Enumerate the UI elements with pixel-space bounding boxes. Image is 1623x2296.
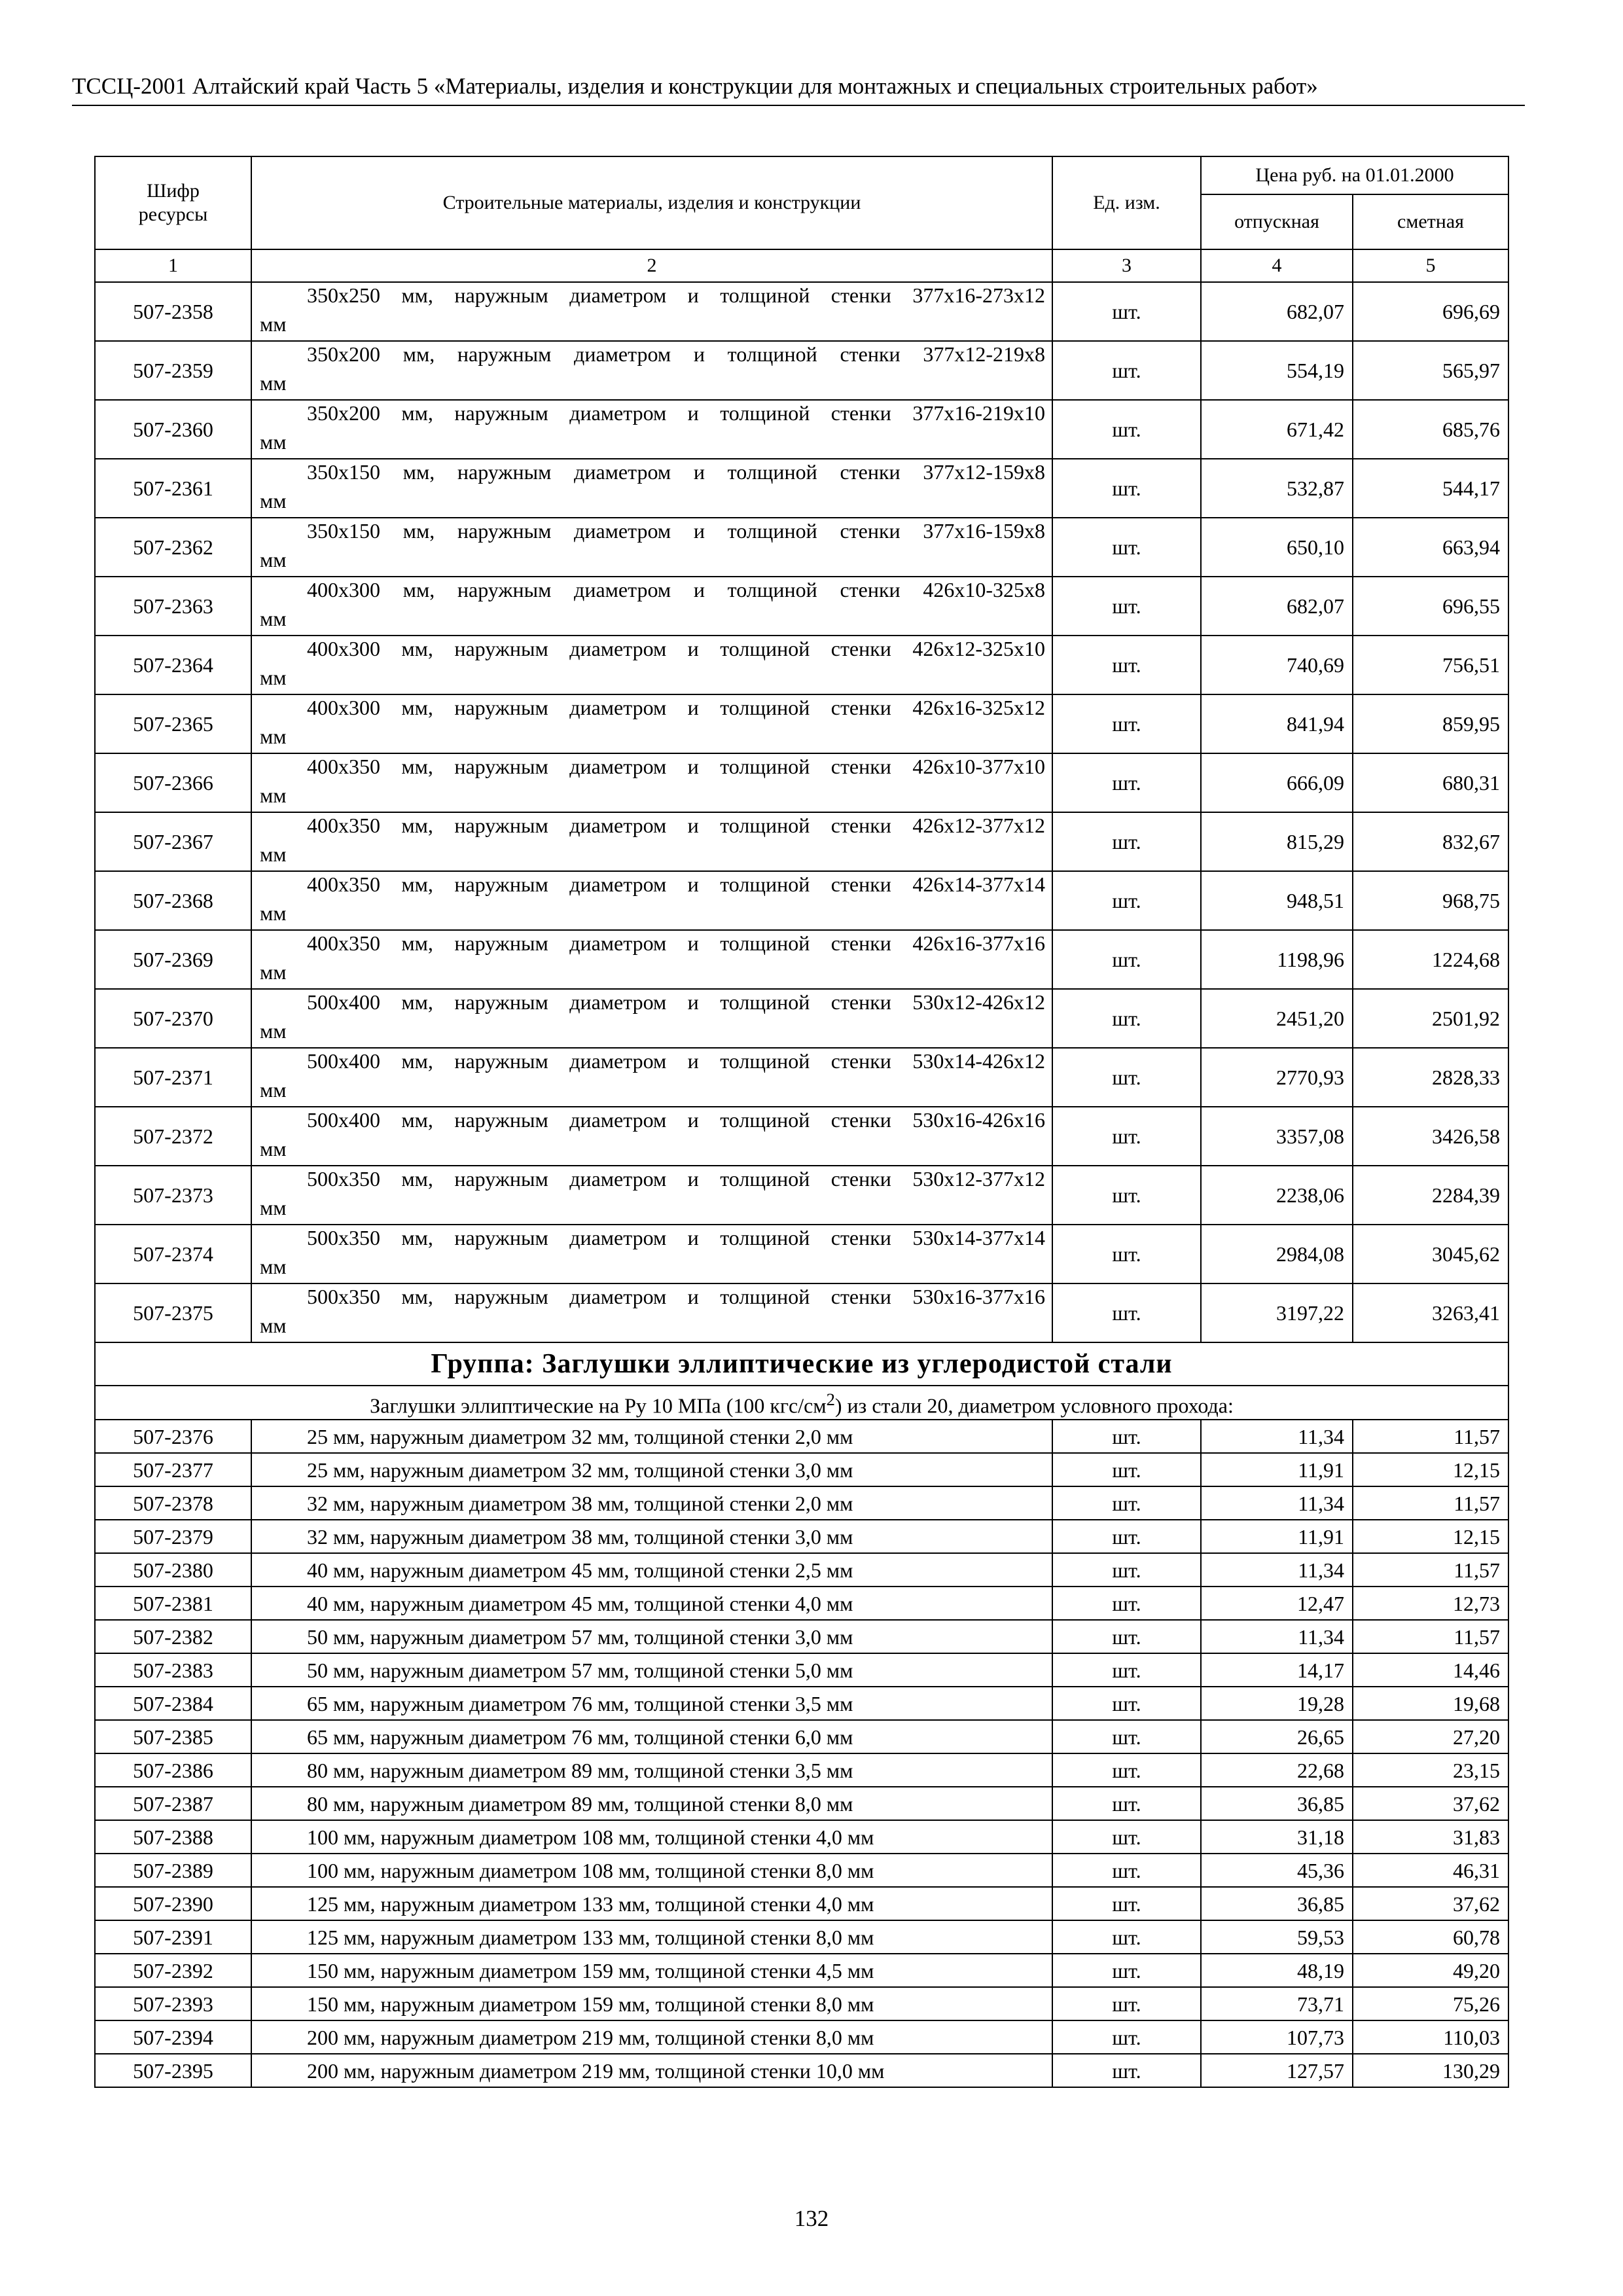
unit: шт. (1052, 989, 1201, 1048)
estimate-price: 12,73 (1353, 1587, 1508, 1620)
table-row (95, 1225, 1508, 1283)
unit: шт. (1052, 1453, 1201, 1486)
resource-code: 507-2380 (95, 1553, 251, 1587)
material-name (251, 577, 1052, 636)
material-name (251, 282, 1052, 341)
resource-code: 507-2376 (95, 1420, 251, 1453)
column-number: 3 (1052, 249, 1201, 282)
estimate-price: 2828,33 (1353, 1048, 1508, 1107)
release-price: 11,34 (1201, 1620, 1353, 1653)
release-price: 19,28 (1201, 1687, 1353, 1720)
table-row (95, 1107, 1508, 1166)
release-price: 3357,08 (1201, 1107, 1353, 1166)
resource-code: 507-2364 (95, 636, 251, 694)
unit: шт. (1052, 1553, 1201, 1587)
unit: шт. (1052, 459, 1201, 518)
material-name-line: мм (260, 489, 287, 512)
material-name (251, 753, 1052, 812)
release-price: 12,47 (1201, 1587, 1353, 1620)
table-row (95, 1486, 1508, 1520)
unit: шт. (1052, 930, 1201, 989)
resource-code: 507-2372 (95, 1107, 251, 1166)
estimate-price: 696,55 (1353, 577, 1508, 636)
resource-code: 507-2384 (95, 1687, 251, 1720)
release-price: 841,94 (1201, 694, 1353, 753)
material-name-line: 400х350 мм, наружным диаметром и толщиной стенки 426х10-377х10 (307, 755, 1045, 778)
group-title: Группа: Заглушки эллиптические из углеродистой стали (95, 1342, 1508, 1386)
table-row (95, 753, 1508, 812)
estimate-price: 37,62 (1353, 1887, 1508, 1920)
unit: шт. (1052, 1587, 1201, 1620)
material-name-line: 350х200 мм, наружным диаметром и толщиной стенки 377х16-219х10 (307, 401, 1045, 425)
material-name: 100 мм, наружным диаметром 108 мм, толщиной стенки 8,0 мм (251, 1854, 1052, 1887)
column-number: 5 (1353, 249, 1508, 282)
unit: шт. (1052, 1954, 1201, 1987)
table-row (95, 1420, 1508, 1453)
material-name-line: 350х150 мм, наружным диаметром и толщиной стенки 377х12-159х8 (307, 460, 1045, 484)
release-price: 3197,22 (1201, 1283, 1353, 1342)
table-row (95, 1820, 1508, 1854)
release-price: 73,71 (1201, 1987, 1353, 2020)
material-name: 25 мм, наружным диаметром 32 мм, толщиной стенки 3,0 мм (251, 1453, 1052, 1486)
running-header: ТССЦ-2001 Алтайский край Часть 5 «Материалы, изделия и конструкции для монтажных и специальных строительных работ» (72, 71, 1525, 106)
table-row (95, 1987, 1508, 2020)
table-row (95, 989, 1508, 1048)
material-name: 50 мм, наружным диаметром 57 мм, толщиной стенки 5,0 мм (251, 1653, 1052, 1687)
table-row (95, 518, 1508, 577)
unit: шт. (1052, 1486, 1201, 1520)
material-name-line: 500х350 мм, наружным диаметром и толщиной стенки 530х16-377х16 (307, 1285, 1045, 1308)
material-name-line: 500х400 мм, наружным диаметром и толщиной стенки 530х16-426х16 (307, 1108, 1045, 1132)
material-name: 80 мм, наружным диаметром 89 мм, толщиной стенки 8,0 мм (251, 1787, 1052, 1820)
resource-code: 507-2363 (95, 577, 251, 636)
unit: шт. (1052, 1920, 1201, 1954)
material-name-line: 400х350 мм, наружным диаметром и толщиной стенки 426х12-377х12 (307, 814, 1045, 837)
material-name-line: 400х350 мм, наружным диаметром и толщиной стенки 426х16-377х16 (307, 931, 1045, 955)
resource-code: 507-2368 (95, 871, 251, 930)
unit: шт. (1052, 636, 1201, 694)
table-row (95, 459, 1508, 518)
unit: шт. (1052, 2020, 1201, 2054)
table-row (95, 1553, 1508, 1587)
header-estimate-price: сметная (1353, 194, 1508, 249)
material-name-line: 500х350 мм, наружным диаметром и толщиной стенки 530х12-377х12 (307, 1167, 1045, 1191)
release-price: 11,91 (1201, 1520, 1353, 1553)
table-row (95, 1753, 1508, 1787)
material-name-line: мм (260, 312, 287, 336)
estimate-price: 2284,39 (1353, 1166, 1508, 1225)
unit: шт. (1052, 1720, 1201, 1753)
page-number: 132 (794, 2206, 829, 2231)
material-name-line: мм (260, 1196, 287, 1219)
resource-code: 507-2382 (95, 1620, 251, 1653)
release-price: 26,65 (1201, 1720, 1353, 1753)
table-row (95, 871, 1508, 930)
unit: шт. (1052, 1753, 1201, 1787)
material-name (251, 1107, 1052, 1166)
resource-code: 507-2393 (95, 1987, 251, 2020)
material-name: 65 мм, наружным диаметром 76 мм, толщиной стенки 6,0 мм (251, 1720, 1052, 1753)
estimate-price: 696,69 (1353, 282, 1508, 341)
estimate-price: 756,51 (1353, 636, 1508, 694)
release-price: 59,53 (1201, 1920, 1353, 1954)
release-price: 554,19 (1201, 341, 1353, 400)
resource-code: 507-2366 (95, 753, 251, 812)
unit: шт. (1052, 1854, 1201, 1887)
unit: шт. (1052, 1283, 1201, 1342)
estimate-price: 11,57 (1353, 1486, 1508, 1520)
release-price: 11,34 (1201, 1420, 1353, 1453)
release-price: 45,36 (1201, 1854, 1353, 1887)
estimate-price: 859,95 (1353, 694, 1508, 753)
estimate-price: 3263,41 (1353, 1283, 1508, 1342)
table-row (95, 1587, 1508, 1620)
unit: шт. (1052, 400, 1201, 459)
material-name: 125 мм, наружным диаметром 133 мм, толщиной стенки 4,0 мм (251, 1887, 1052, 1920)
material-name: 200 мм, наружным диаметром 219 мм, толщиной стенки 10,0 мм (251, 2054, 1052, 2087)
resource-code: 507-2392 (95, 1954, 251, 1987)
material-name-line: 400х350 мм, наружным диаметром и толщиной стенки 426х14-377х14 (307, 872, 1045, 896)
resource-code: 507-2371 (95, 1048, 251, 1107)
estimate-price: 1224,68 (1353, 930, 1508, 989)
release-price: 1198,96 (1201, 930, 1353, 989)
material-name (251, 694, 1052, 753)
material-name-line: мм (260, 1137, 287, 1160)
estimate-price: 680,31 (1353, 753, 1508, 812)
release-price: 650,10 (1201, 518, 1353, 577)
estimate-price: 60,78 (1353, 1920, 1508, 1954)
resource-code: 507-2361 (95, 459, 251, 518)
resource-code: 507-2395 (95, 2054, 251, 2087)
material-name-line: 500х400 мм, наружным диаметром и толщиной стенки 530х12-426х12 (307, 990, 1045, 1014)
resource-code: 507-2374 (95, 1225, 251, 1283)
material-name-line: мм (260, 901, 287, 925)
column-number: 4 (1201, 249, 1353, 282)
release-price: 671,42 (1201, 400, 1353, 459)
estimate-price: 11,57 (1353, 1620, 1508, 1653)
resource-code: 507-2375 (95, 1283, 251, 1342)
resource-code: 507-2391 (95, 1920, 251, 1954)
estimate-price: 27,20 (1353, 1720, 1508, 1753)
unit: шт. (1052, 1987, 1201, 2020)
release-price: 48,19 (1201, 1954, 1353, 1987)
material-name-line: мм (260, 783, 287, 807)
table-row (95, 1453, 1508, 1486)
unit: шт. (1052, 871, 1201, 930)
resource-code: 507-2360 (95, 400, 251, 459)
material-name-line: 350х250 мм, наружным диаметром и толщиной стенки 377х16-273х12 (307, 283, 1045, 307)
release-price: 2238,06 (1201, 1166, 1353, 1225)
estimate-price: 19,68 (1353, 1687, 1508, 1720)
unit: шт. (1052, 1166, 1201, 1225)
material-name-line: мм (260, 1255, 287, 1278)
resource-code: 507-2370 (95, 989, 251, 1048)
release-price: 682,07 (1201, 577, 1353, 636)
resource-code: 507-2383 (95, 1653, 251, 1687)
estimate-price: 3426,58 (1353, 1107, 1508, 1166)
resource-code: 507-2362 (95, 518, 251, 577)
estimate-price: 31,83 (1353, 1820, 1508, 1854)
unit: шт. (1052, 1420, 1201, 1453)
table-row (95, 2054, 1508, 2087)
unit: шт. (1052, 1820, 1201, 1854)
column-number: 1 (95, 249, 251, 282)
material-name-line: мм (260, 960, 287, 984)
material-name (251, 400, 1052, 459)
table-row (95, 1887, 1508, 1920)
release-price: 36,85 (1201, 1887, 1353, 1920)
release-price: 22,68 (1201, 1753, 1353, 1787)
table-row (95, 1520, 1508, 1553)
release-price: 31,18 (1201, 1820, 1353, 1854)
unit: шт. (1052, 577, 1201, 636)
release-price: 11,91 (1201, 1453, 1353, 1486)
resource-code: 507-2378 (95, 1486, 251, 1520)
release-price: 11,34 (1201, 1486, 1353, 1520)
material-name-line: 500х350 мм, наружным диаметром и толщиной стенки 530х14-377х14 (307, 1226, 1045, 1249)
material-name: 65 мм, наружным диаметром 76 мм, толщиной стенки 3,5 мм (251, 1687, 1052, 1720)
estimate-price: 11,57 (1353, 1553, 1508, 1587)
price-table (94, 156, 1509, 2088)
header-price-group: Цена руб. на 01.01.2000 (1201, 156, 1508, 194)
table-row (95, 930, 1508, 989)
resource-code: 507-2367 (95, 812, 251, 871)
release-price: 127,57 (1201, 2054, 1353, 2087)
release-price: 740,69 (1201, 636, 1353, 694)
unit: шт. (1052, 1653, 1201, 1687)
material-name (251, 341, 1052, 400)
material-name (251, 989, 1052, 1048)
resource-code: 507-2373 (95, 1166, 251, 1225)
resource-code: 507-2369 (95, 930, 251, 989)
material-name (251, 1166, 1052, 1225)
estimate-price: 12,15 (1353, 1520, 1508, 1553)
resource-code: 507-2390 (95, 1887, 251, 1920)
material-name-line: 350х200 мм, наружным диаметром и толщиной стенки 377х12-219х8 (307, 342, 1045, 366)
table-row (95, 577, 1508, 636)
material-name: 150 мм, наружным диаметром 159 мм, толщиной стенки 8,0 мм (251, 1987, 1052, 2020)
table-body-caps (95, 1420, 1508, 2087)
table-row (95, 2020, 1508, 2054)
resource-code: 507-2359 (95, 341, 251, 400)
material-name: 200 мм, наружным диаметром 219 мм, толщиной стенки 8,0 мм (251, 2020, 1052, 2054)
unit: шт. (1052, 1887, 1201, 1920)
table-row (95, 1653, 1508, 1687)
material-name (251, 636, 1052, 694)
material-name-line: 400х300 мм, наружным диаметром и толщиной стенки 426х12-325х10 (307, 637, 1045, 660)
unit: шт. (1052, 694, 1201, 753)
unit: шт. (1052, 812, 1201, 871)
resource-code: 507-2377 (95, 1453, 251, 1486)
unit: шт. (1052, 1107, 1201, 1166)
estimate-price: 832,67 (1353, 812, 1508, 871)
estimate-price: 11,57 (1353, 1420, 1508, 1453)
table-body-transitions (95, 282, 1508, 1342)
table-row (95, 1166, 1508, 1225)
material-name-line: мм (260, 371, 287, 395)
estimate-price: 75,26 (1353, 1987, 1508, 2020)
table-row (95, 341, 1508, 400)
material-name-line: мм (260, 1078, 287, 1102)
table-row (95, 1720, 1508, 1753)
column-numbers-row (95, 249, 1508, 282)
estimate-price: 565,97 (1353, 341, 1508, 400)
column-number: 2 (251, 249, 1052, 282)
table-row (95, 1687, 1508, 1720)
release-price: 2984,08 (1201, 1225, 1353, 1283)
estimate-price: 14,46 (1353, 1653, 1508, 1687)
release-price: 11,34 (1201, 1553, 1353, 1587)
material-name: 50 мм, наружным диаметром 57 мм, толщиной стенки 3,0 мм (251, 1620, 1052, 1653)
release-price: 815,29 (1201, 812, 1353, 871)
table-row (95, 1283, 1508, 1342)
release-price: 107,73 (1201, 2020, 1353, 2054)
group-subtitle: Заглушки эллиптические на Ру 10 МПа (100 кгс/$см^2$) из стали 20, диаметром условного прохода: (95, 1386, 1508, 1420)
material-name: 32 мм, наружным диаметром 38 мм, толщиной стенки 3,0 мм (251, 1520, 1052, 1553)
material-name-line: мм (260, 607, 287, 630)
header-code: Шифр ресурсы (95, 156, 251, 249)
material-name (251, 1283, 1052, 1342)
material-name (251, 459, 1052, 518)
table-row (95, 1787, 1508, 1820)
material-name (251, 1048, 1052, 1107)
unit: шт. (1052, 1048, 1201, 1107)
material-name: 25 мм, наружным диаметром 32 мм, толщиной стенки 2,0 мм (251, 1420, 1052, 1453)
estimate-price: 12,15 (1353, 1453, 1508, 1486)
table-row (95, 1954, 1508, 1987)
estimate-price: 544,17 (1353, 459, 1508, 518)
unit: шт. (1052, 1520, 1201, 1553)
header-unit: Ед. изм. (1052, 156, 1201, 249)
material-name (251, 812, 1052, 871)
resource-code: 507-2385 (95, 1720, 251, 1753)
release-price: 36,85 (1201, 1787, 1353, 1820)
release-price: 666,09 (1201, 753, 1353, 812)
estimate-price: 23,15 (1353, 1753, 1508, 1787)
material-name: 100 мм, наружным диаметром 108 мм, толщиной стенки 4,0 мм (251, 1820, 1052, 1854)
unit: шт. (1052, 341, 1201, 400)
material-name-line: мм (260, 430, 287, 454)
group-section (95, 1342, 1508, 1420)
material-name-line: 350х150 мм, наружным диаметром и толщиной стенки 377х16-159х8 (307, 519, 1045, 543)
unit: шт. (1052, 1687, 1201, 1720)
unit: шт. (1052, 753, 1201, 812)
release-price: 948,51 (1201, 871, 1353, 930)
release-price: 14,17 (1201, 1653, 1353, 1687)
material-name-line: 400х300 мм, наружным диаметром и толщиной стенки 426х16-325х12 (307, 696, 1045, 719)
table-row (95, 1920, 1508, 1954)
table-row (95, 1854, 1508, 1887)
estimate-price: 685,76 (1353, 400, 1508, 459)
resource-code: 507-2387 (95, 1787, 251, 1820)
material-name-line: мм (260, 1314, 287, 1337)
material-name-line: мм (260, 548, 287, 571)
material-name: 40 мм, наружным диаметром 45 мм, толщиной стенки 2,5 мм (251, 1553, 1052, 1587)
estimate-price: 663,94 (1353, 518, 1508, 577)
table-row (95, 636, 1508, 694)
estimate-price: 110,03 (1353, 2020, 1508, 2054)
resource-code: 507-2386 (95, 1753, 251, 1787)
material-name: 125 мм, наружным диаметром 133 мм, толщиной стенки 8,0 мм (251, 1920, 1052, 1954)
resource-code: 507-2381 (95, 1587, 251, 1620)
header-name: Строительные материалы, изделия и конструкции (251, 156, 1052, 249)
table-row (95, 812, 1508, 871)
material-name (251, 1225, 1052, 1283)
material-name-line: мм (260, 725, 287, 748)
unit: шт. (1052, 1620, 1201, 1653)
estimate-price: 3045,62 (1353, 1225, 1508, 1283)
unit: шт. (1052, 282, 1201, 341)
resource-code: 507-2379 (95, 1520, 251, 1553)
table-row (95, 282, 1508, 341)
resource-code: 507-2388 (95, 1820, 251, 1854)
estimate-price: 46,31 (1353, 1854, 1508, 1887)
table-row (95, 1620, 1508, 1653)
unit: шт. (1052, 1787, 1201, 1820)
table-row (95, 400, 1508, 459)
material-name (251, 518, 1052, 577)
material-name-line: мм (260, 666, 287, 689)
material-name (251, 930, 1052, 989)
release-price: 2770,93 (1201, 1048, 1353, 1107)
resource-code: 507-2365 (95, 694, 251, 753)
header-release-price: отпускная (1201, 194, 1353, 249)
material-name-line: мм (260, 842, 287, 866)
material-name (251, 871, 1052, 930)
unit: шт. (1052, 518, 1201, 577)
resource-code: 507-2358 (95, 282, 251, 341)
table-row (95, 694, 1508, 753)
estimate-price: 968,75 (1353, 871, 1508, 930)
resource-code: 507-2389 (95, 1854, 251, 1887)
unit: шт. (1052, 2054, 1201, 2087)
material-name: 80 мм, наружным диаметром 89 мм, толщиной стенки 3,5 мм (251, 1753, 1052, 1787)
estimate-price: 37,62 (1353, 1787, 1508, 1820)
estimate-price: 2501,92 (1353, 989, 1508, 1048)
material-name: 32 мм, наружным диаметром 38 мм, толщиной стенки 2,0 мм (251, 1486, 1052, 1520)
estimate-price: 130,29 (1353, 2054, 1508, 2087)
release-price: 2451,20 (1201, 989, 1353, 1048)
material-name: 40 мм, наружным диаметром 45 мм, толщиной стенки 4,0 мм (251, 1587, 1052, 1620)
material-name-line: мм (260, 1019, 287, 1043)
material-name-line: 400х300 мм, наружным диаметром и толщиной стенки 426х10-325х8 (307, 578, 1045, 601)
table-row (95, 1048, 1508, 1107)
release-price: 532,87 (1201, 459, 1353, 518)
unit: шт. (1052, 1225, 1201, 1283)
estimate-price: 49,20 (1353, 1954, 1508, 1987)
release-price: 682,07 (1201, 282, 1353, 341)
material-name: 150 мм, наружным диаметром 159 мм, толщиной стенки 4,5 мм (251, 1954, 1052, 1987)
material-name-line: 500х400 мм, наружным диаметром и толщиной стенки 530х14-426х12 (307, 1049, 1045, 1073)
resource-code: 507-2394 (95, 2020, 251, 2054)
